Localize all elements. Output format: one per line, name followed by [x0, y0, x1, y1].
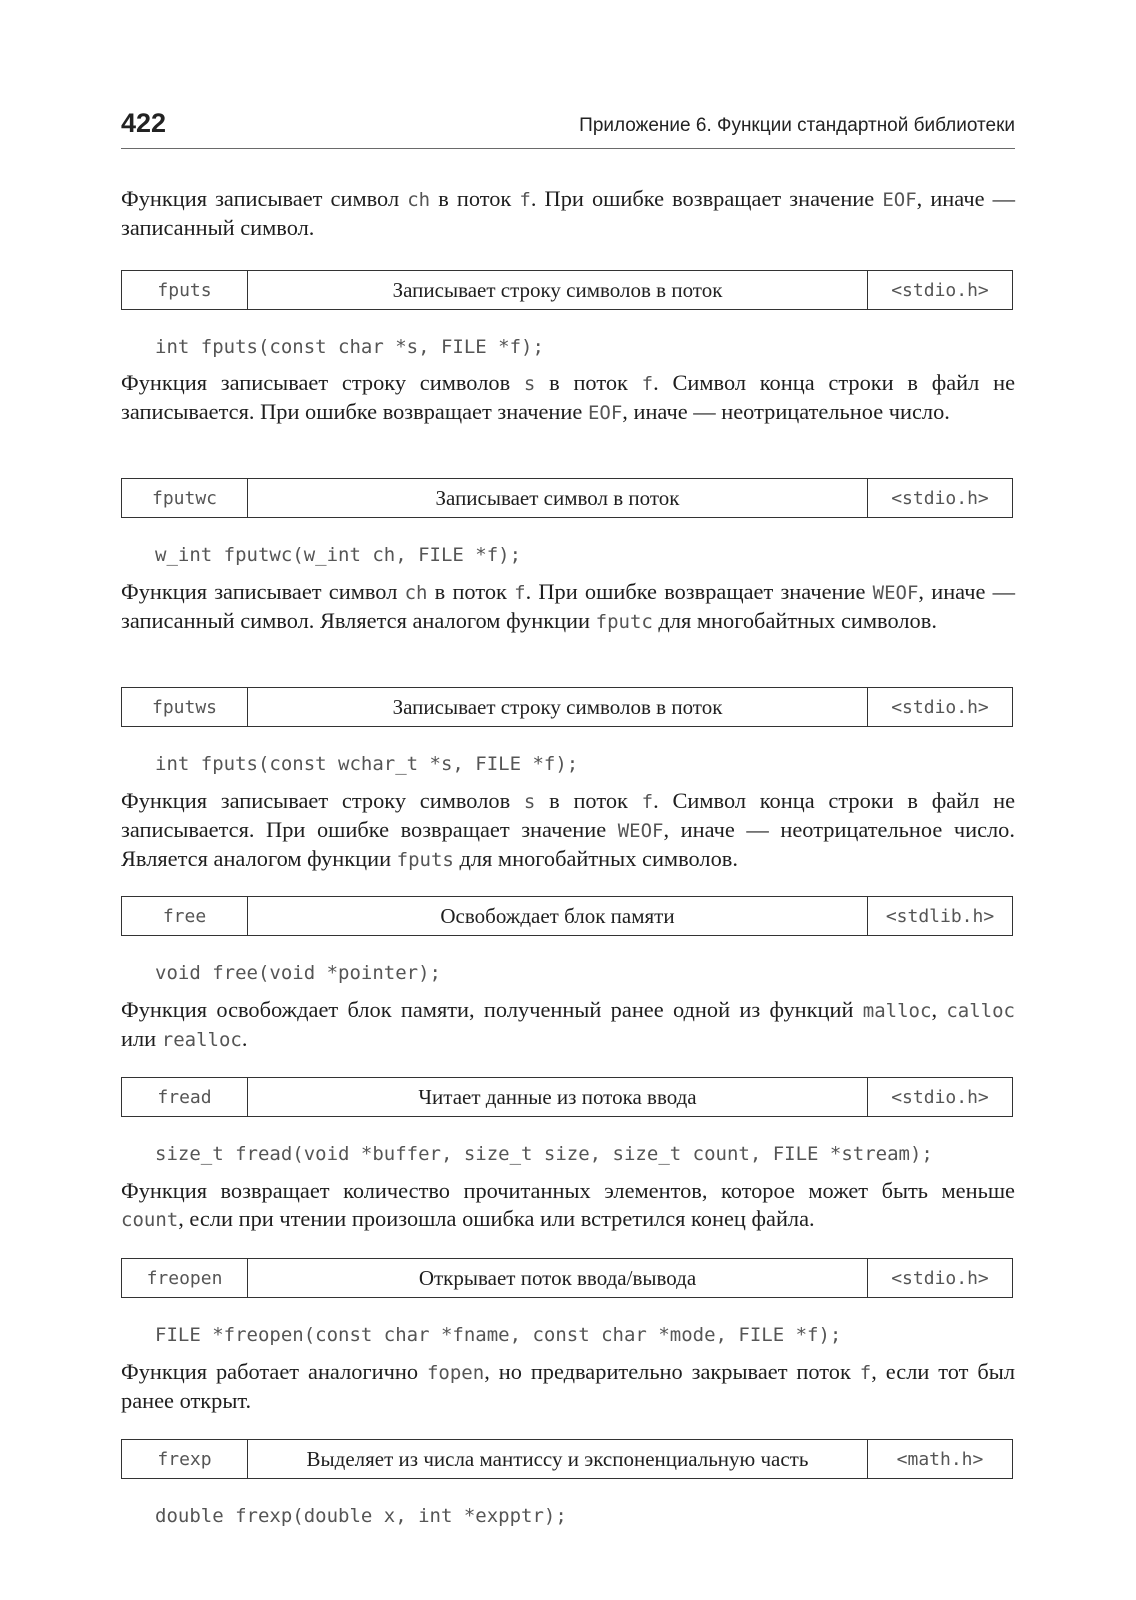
- function-header-file: <stdio.h>: [867, 1078, 1012, 1116]
- function-name: frexp: [122, 1440, 248, 1478]
- function-header-file: <stdio.h>: [867, 1259, 1012, 1297]
- function-summary: Читает данные из потока ввода: [418, 1084, 697, 1109]
- function-box-free: [121, 896, 1013, 936]
- signature-fputwc: w_int fputwc(w_int ch, FILE *f);: [155, 544, 522, 566]
- function-summary: Открывает поток ввода/вывода: [418, 1265, 697, 1290]
- signature-frexp: double frexp(double x, int *expptr);: [155, 1505, 567, 1527]
- function-summary: Записывает строку символов в поток: [392, 277, 723, 302]
- fread-description: Функция возвращает количество прочитанных элементов, которое может быть меньше count, если при чтении произошла ошибка или встретился конец файла.: [121, 1178, 1015, 1231]
- function-header-file: <stdio.h>: [867, 688, 1012, 726]
- function-box-frexp: [121, 1439, 1013, 1479]
- function-name: fputws: [122, 688, 248, 726]
- function-box-fputws: [121, 687, 1013, 727]
- function-name: free: [122, 897, 248, 935]
- function-header-file: <stdlib.h>: [867, 897, 1012, 935]
- signature-freopen: FILE *freopen(const char *fname, const char *mode, FILE *f);: [155, 1324, 842, 1346]
- signature-fread: size_t fread(void *buffer, size_t size, size_t count, FILE *stream);: [155, 1143, 933, 1165]
- function-header-file: <stdio.h>: [867, 479, 1012, 517]
- function-name: fputs: [122, 271, 248, 309]
- signature-fputws: int fputs(const wchar_t *s, FILE *f);: [155, 753, 579, 775]
- function-box-fputwc: [121, 478, 1013, 518]
- signature-fputs: int fputs(const char *s, FILE *f);: [155, 336, 544, 358]
- function-summary: Записывает символ в поток: [435, 485, 680, 510]
- signature-free: void free(void *pointer);: [155, 962, 441, 984]
- fputws-description: Функция записывает строку символов s в поток f. Символ конца строки в файл не записывается. При ошибке возвращает значение WEOF, иначе — неотрицательное число. Является аналогом функции fputs для многобайтных символов.: [121, 788, 1016, 871]
- free-description: Функция освобождает блок памяти, полученный ранее одной из функций malloc, calloc или realloc.: [121, 997, 1015, 1051]
- function-name: fputwc: [122, 479, 248, 517]
- function-box-fputs: [121, 270, 1013, 310]
- function-name: fread: [122, 1078, 248, 1116]
- function-box-fread: [121, 1077, 1013, 1117]
- running-head: Приложение 6. Функции стандартной библиотеки: [579, 115, 1015, 136]
- fputs-description: Функция записывает строку символов s в поток f. Символ конца строки в файл не записывается. При ошибке возвращает значение EOF, иначе — неотрицательное число.: [121, 370, 1016, 424]
- function-summary: Записывает строку символов в поток: [392, 694, 723, 719]
- function-header-file: <stdio.h>: [867, 271, 1012, 309]
- function-summary: Освобождает блок памяти: [440, 903, 675, 928]
- function-name: freopen: [122, 1259, 248, 1297]
- freopen-description: Функция работает аналогично fopen, но предварительно закрывает поток f, если тот был ранее открыт.: [121, 1359, 1015, 1413]
- function-header-file: <math.h>: [867, 1440, 1012, 1478]
- page-header: [121, 108, 1015, 149]
- fputwc-description: Функция записывает символ ch в поток f. При ошибке возвращает значение WEOF, иначе — записанный символ. Является аналогом функции fputc для многобайтных символов.: [121, 579, 1016, 633]
- function-box-freopen: [121, 1258, 1013, 1298]
- page-number: 422: [121, 108, 167, 138]
- function-summary: Выделяет из числа мантиссу и экспоненциальную часть: [306, 1446, 809, 1471]
- fputc-description: Функция записывает символ ch в поток f. При ошибке возвращает значение EOF, иначе — записанный символ.: [121, 186, 1016, 240]
